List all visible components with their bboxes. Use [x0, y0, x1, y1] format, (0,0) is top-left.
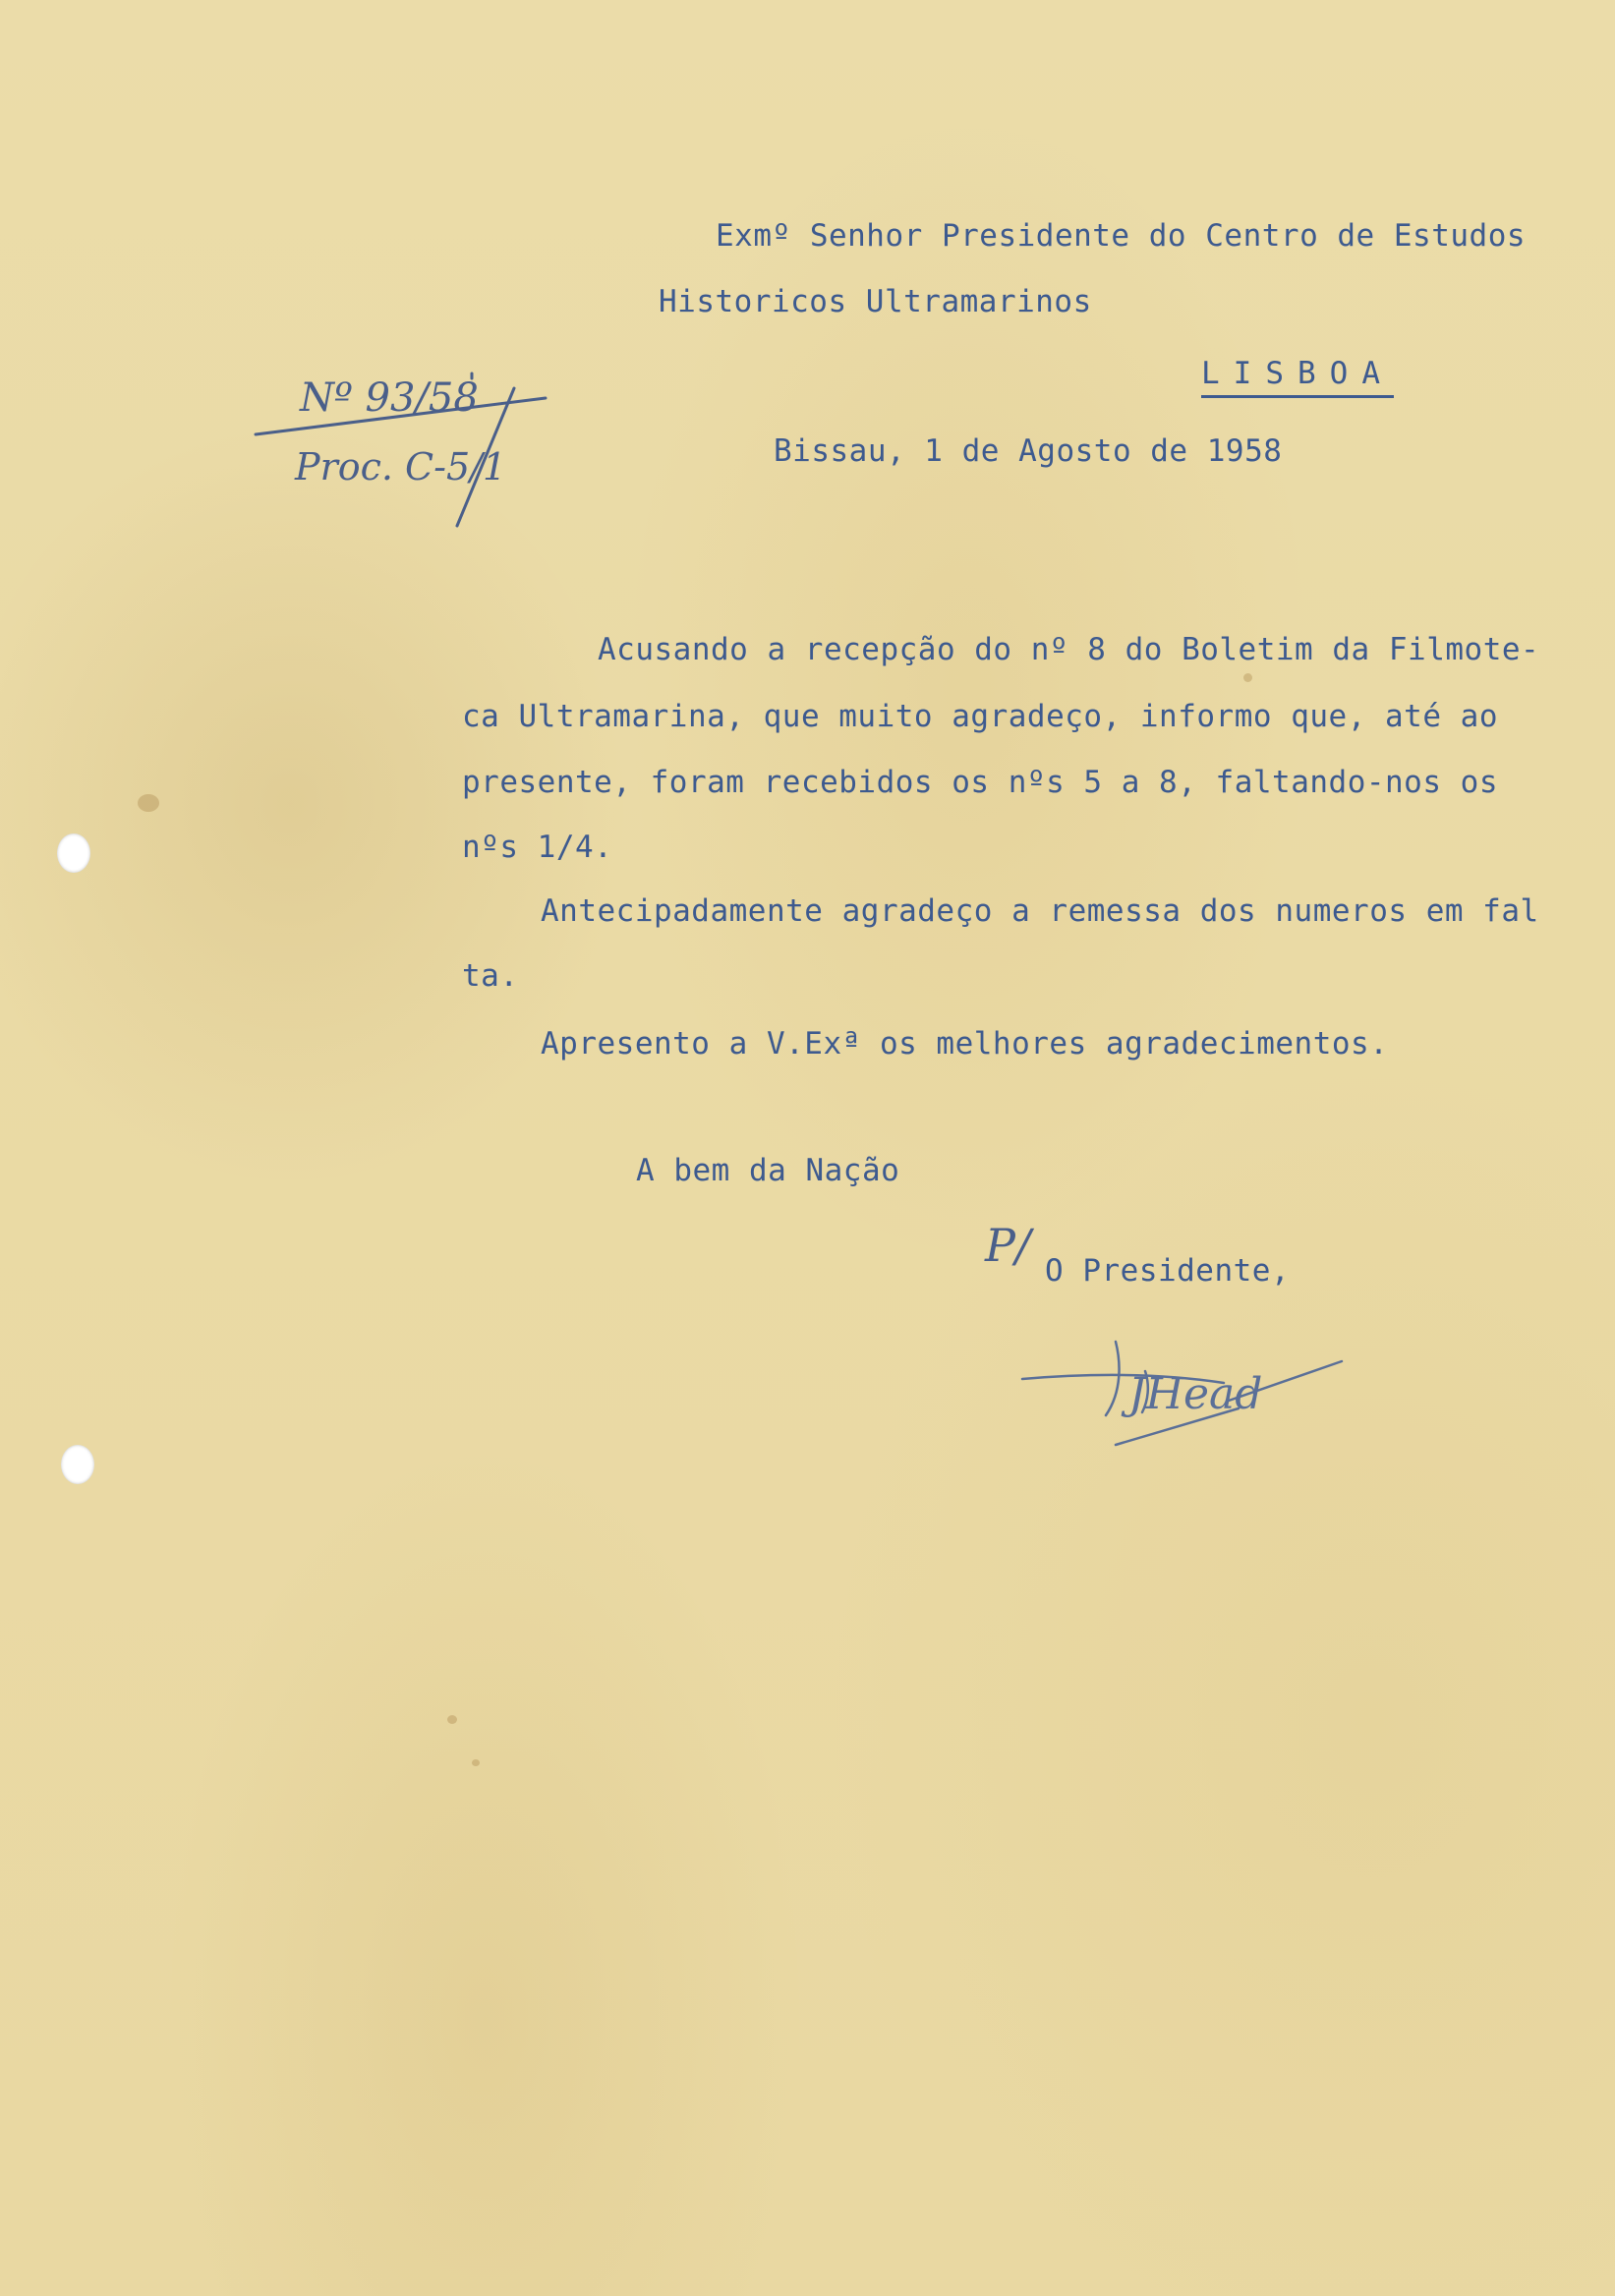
paper-stain — [138, 794, 159, 812]
body-p1-line-3: presente, foram recebidos os nºs 5 a 8, faltando-nos os — [462, 765, 1498, 800]
closing-salutation: A bem da Nação — [636, 1153, 900, 1188]
body-p1-line-4: nºs 1/4. — [462, 830, 613, 865]
signatory-title: O Presidente, — [1045, 1253, 1291, 1289]
annotation-number: Nº 93/58 — [300, 375, 479, 421]
body-p3: Apresento a V.Exª os melhores agradecimentos. — [541, 1026, 1389, 1062]
paper-stain — [472, 1759, 480, 1766]
handwritten-reference-annotation — [251, 354, 565, 531]
addressee-city: LISBOA — [1201, 359, 1394, 398]
pp-mark-text: P/ — [985, 1219, 1031, 1272]
body-p2-line-1: Antecipadamente agradeço a remessa dos numeros em fal — [541, 893, 1539, 929]
addressee-line-2: Historicos Ultramarinos — [659, 284, 1092, 319]
body-p2-line-2: ta. — [462, 958, 519, 994]
signature-text: JHead — [1128, 1369, 1263, 1419]
dateline: Bissau, 1 de Agosto de 1958 — [774, 433, 1283, 469]
paper-stain — [447, 1715, 457, 1724]
punch-hole-bottom — [61, 1445, 94, 1484]
addressee-line-1: Exmº Senhor Presidente do Centro de Estudos — [716, 218, 1527, 254]
body-p1-line-2: ca Ultramarina, que muito agradeço, informo que, até ao — [462, 699, 1498, 734]
body-p1-line-1: Acusando a recepção do nº 8 do Boletim da Filmote- — [598, 632, 1540, 667]
paper-stain — [1243, 673, 1252, 682]
annotation-process: Proc. C-5/1 — [295, 445, 507, 488]
punch-hole-top — [57, 833, 90, 873]
handwritten-signature — [1012, 1322, 1386, 1460]
